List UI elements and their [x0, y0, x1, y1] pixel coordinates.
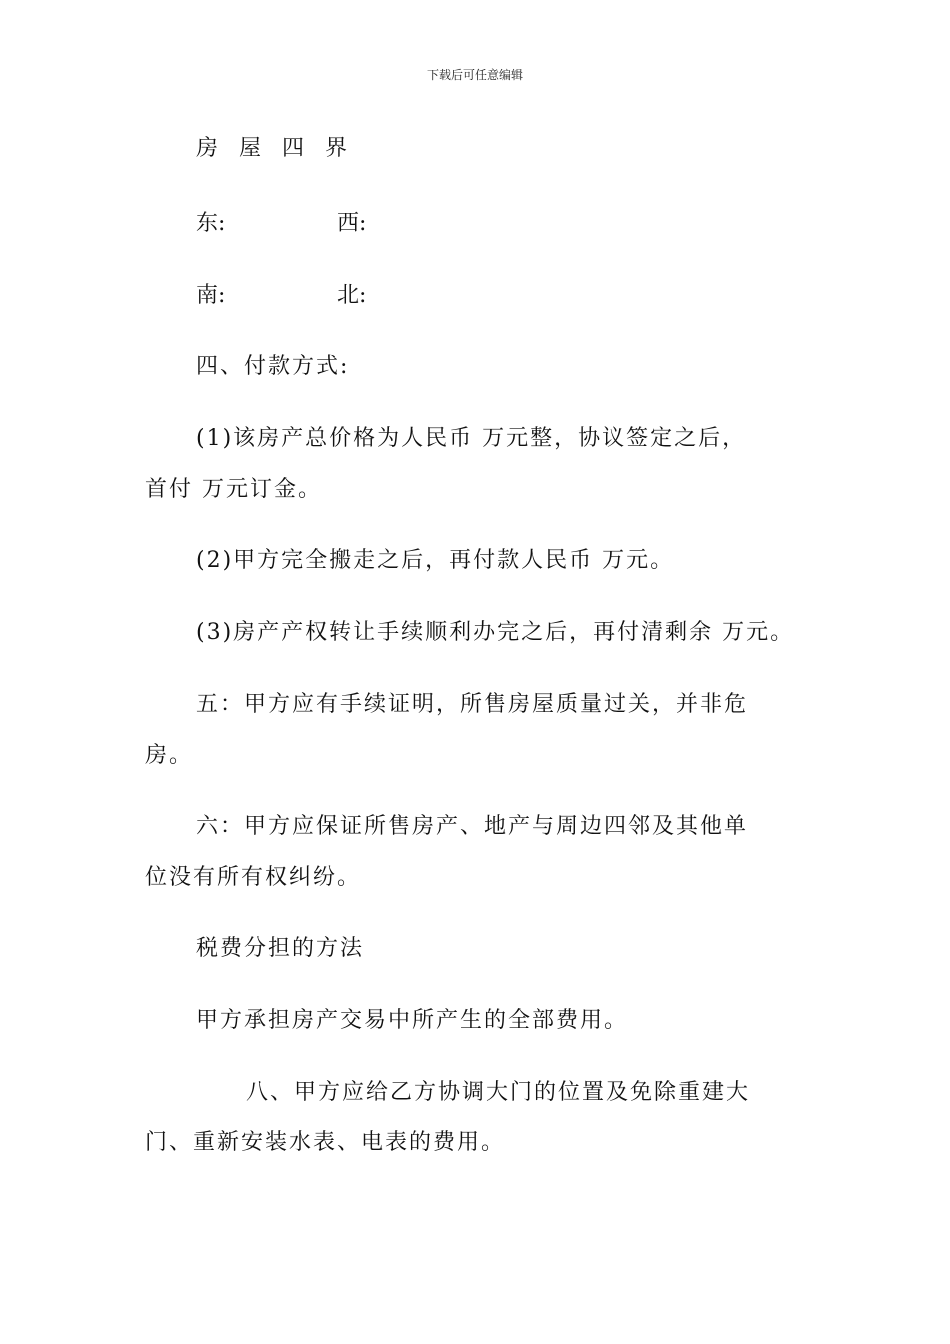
south-label: 南: — [196, 283, 226, 308]
clause-8-line-1: 八、甲方应给乙方协调大门的位置及免除重建大 — [246, 1080, 751, 1105]
clause-8-line-2: 门、重新安装水表、电表的费用。 — [145, 1130, 506, 1155]
payment-clause-1-line-1: (1)该房产总价格为人民币 万元整，协议签定之后， — [196, 426, 747, 451]
clause-6-line-2: 位没有所有权纠纷。 — [145, 865, 362, 890]
north-label: 北: — [337, 283, 367, 308]
west-label: 西: — [337, 211, 367, 236]
payment-clause-2: (2)甲方完全搬走之后，再付款人民币 万元。 — [196, 548, 675, 573]
page-header-note: 下载后可任意编辑 — [426, 68, 523, 82]
payment-clause-3: (3)房产产权转让手续顺利办完之后，再付清剩余 万元。 — [196, 620, 795, 645]
tax-text: 甲方承担房产交易中所产生的全部费用。 — [196, 1008, 629, 1033]
clause-6-line-1: 六：甲方应保证所售房产、地产与周边四邻及其他单 — [196, 814, 749, 839]
clause-5-line-1: 五：甲方应有手续证明，所售房屋质量过关，并非危 — [196, 692, 749, 717]
boundary-heading: 房 屋 四 界 — [196, 136, 354, 161]
east-label: 东: — [196, 211, 226, 236]
payment-clause-1-line-2: 首付 万元订金。 — [145, 477, 322, 502]
tax-heading: 税费分担的方法 — [196, 936, 365, 961]
payment-heading: 四、付款方式: — [196, 354, 350, 379]
clause-5-line-2: 房。 — [145, 743, 194, 768]
